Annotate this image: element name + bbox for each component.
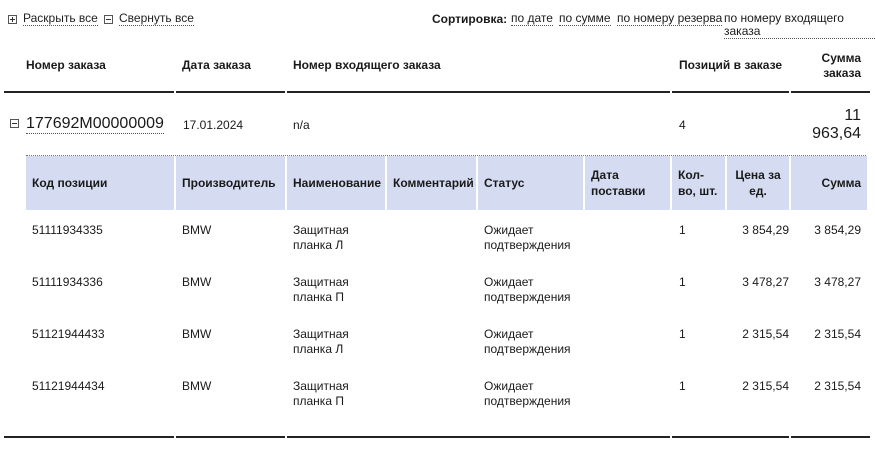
item-qty: 1 — [679, 379, 686, 393]
item-status-line1: Ожидает — [484, 379, 534, 393]
header-divider — [176, 91, 285, 93]
item-status-line2: подтверждения — [484, 290, 571, 304]
item-status — [484, 327, 571, 357]
item-name — [293, 223, 349, 253]
order-sum-line2: 963,64 — [812, 125, 861, 142]
order-incoming-number: n/a — [293, 118, 310, 132]
item-status-line1: Ожидает — [484, 223, 534, 237]
collapse-all-link[interactable]: Свернуть все — [119, 11, 194, 25]
item-status-line1: Ожидает — [484, 327, 534, 341]
item-qty: 1 — [679, 275, 686, 289]
item-name-line2: планка Л — [293, 342, 344, 356]
item-maker: BMW — [182, 275, 212, 289]
sort-by-sum-link[interactable]: по сумме — [559, 11, 611, 25]
header-divider — [791, 91, 870, 93]
items-col-qty — [672, 156, 725, 210]
sort-label: Сортировка: — [432, 12, 508, 26]
item-name-line2: планка П — [293, 290, 344, 304]
collapse-all-control[interactable] — [104, 12, 194, 26]
item-maker: BMW — [182, 379, 212, 393]
item-maker: BMW — [182, 327, 212, 341]
items-col-delivery-line2: поставки — [591, 184, 646, 198]
items-col-delivery — [585, 156, 670, 210]
sort-by-incoming-link[interactable]: по номеру входящего заказа — [724, 12, 875, 39]
item-status-line2: подтверждения — [484, 342, 571, 356]
collapse-order-icon[interactable] — [10, 119, 19, 128]
item-status — [484, 275, 571, 305]
col-order-date: Дата заказа — [182, 58, 251, 72]
item-name-line1: Защитная — [293, 275, 349, 289]
item-maker: BMW — [182, 223, 212, 237]
header-divider — [287, 91, 670, 93]
expand-all-link[interactable]: Раскрыть все — [23, 11, 98, 25]
item-status — [484, 379, 571, 409]
item-status-line2: подтверждения — [484, 238, 571, 252]
col-order-sum-line1: Сумма — [821, 51, 861, 65]
item-sum: 3 854,29 — [814, 223, 861, 237]
order-sum — [781, 107, 861, 143]
item-price: 3 854,29 — [742, 223, 789, 237]
items-col-delivery-line1: Дата — [591, 168, 619, 182]
item-status-line1: Ожидает — [484, 275, 534, 289]
item-name-line1: Защитная — [293, 379, 349, 393]
item-status — [484, 223, 571, 253]
item-status-line2: подтверждения — [484, 394, 571, 408]
item-name — [293, 379, 349, 409]
order-date: 17.01.2024 — [183, 118, 244, 132]
item-code: 51111934336 — [32, 275, 103, 289]
item-sum: 2 315,54 — [814, 327, 861, 341]
footer-divider — [791, 436, 870, 438]
col-incoming-number: Номер входящего заказа — [293, 58, 441, 72]
item-name-line1: Защитная — [293, 223, 349, 237]
item-price: 2 315,54 — [742, 327, 789, 341]
item-qty: 1 — [679, 223, 686, 237]
footer-divider — [4, 436, 174, 438]
col-order-sum-line2: заказа — [823, 66, 861, 80]
footer-divider — [176, 436, 285, 438]
header-divider — [4, 91, 174, 93]
header-divider — [672, 91, 789, 93]
col-order-number: Номер заказа — [26, 58, 106, 72]
item-qty: 1 — [679, 327, 686, 341]
items-col-code: Код позиции — [26, 156, 174, 210]
item-name — [293, 275, 349, 305]
item-code: 51111934335 — [32, 223, 103, 237]
minus-box-icon — [104, 15, 113, 24]
items-col-qty-line2: во, шт. — [678, 184, 718, 198]
item-name-line2: планка Л — [293, 238, 344, 252]
footer-divider — [287, 436, 670, 438]
items-col-qty-line1: Кол- — [678, 168, 704, 182]
order-positions: 4 — [679, 118, 686, 132]
item-name-line1: Защитная — [293, 327, 349, 341]
items-col-price — [727, 156, 789, 210]
item-name-line2: планка П — [293, 394, 344, 408]
footer-divider — [672, 436, 789, 438]
plus-box-icon — [8, 15, 17, 24]
items-col-price-line1: Цена за — [735, 168, 781, 182]
items-col-status: Статус — [478, 156, 583, 210]
sort-by-date-link[interactable]: по дате — [511, 11, 553, 25]
items-col-maker: Производитель — [176, 156, 285, 210]
item-sum: 2 315,54 — [814, 379, 861, 393]
item-price: 3 478,27 — [742, 275, 789, 289]
col-positions: Позиций в заказе — [679, 58, 783, 72]
items-col-name: Наименование — [287, 156, 385, 210]
item-sum: 3 478,27 — [814, 275, 861, 289]
expand-all-control[interactable] — [8, 12, 98, 26]
toolbar — [0, 11, 875, 38]
item-code: 51121944433 — [32, 327, 105, 341]
order-number-link[interactable]: 177692M00000009 — [26, 115, 164, 132]
sort-by-reserve-link[interactable]: по номеру резерва — [617, 11, 723, 25]
items-col-price-line2: ед. — [749, 184, 767, 198]
order-sum-line1: 11 — [844, 107, 861, 124]
col-order-sum — [822, 51, 861, 81]
item-name — [293, 327, 349, 357]
item-code: 51121944434 — [32, 379, 105, 393]
items-col-comment: Комментарий — [387, 156, 476, 210]
item-price: 2 315,54 — [742, 379, 789, 393]
items-col-sum: Сумма — [791, 156, 867, 210]
